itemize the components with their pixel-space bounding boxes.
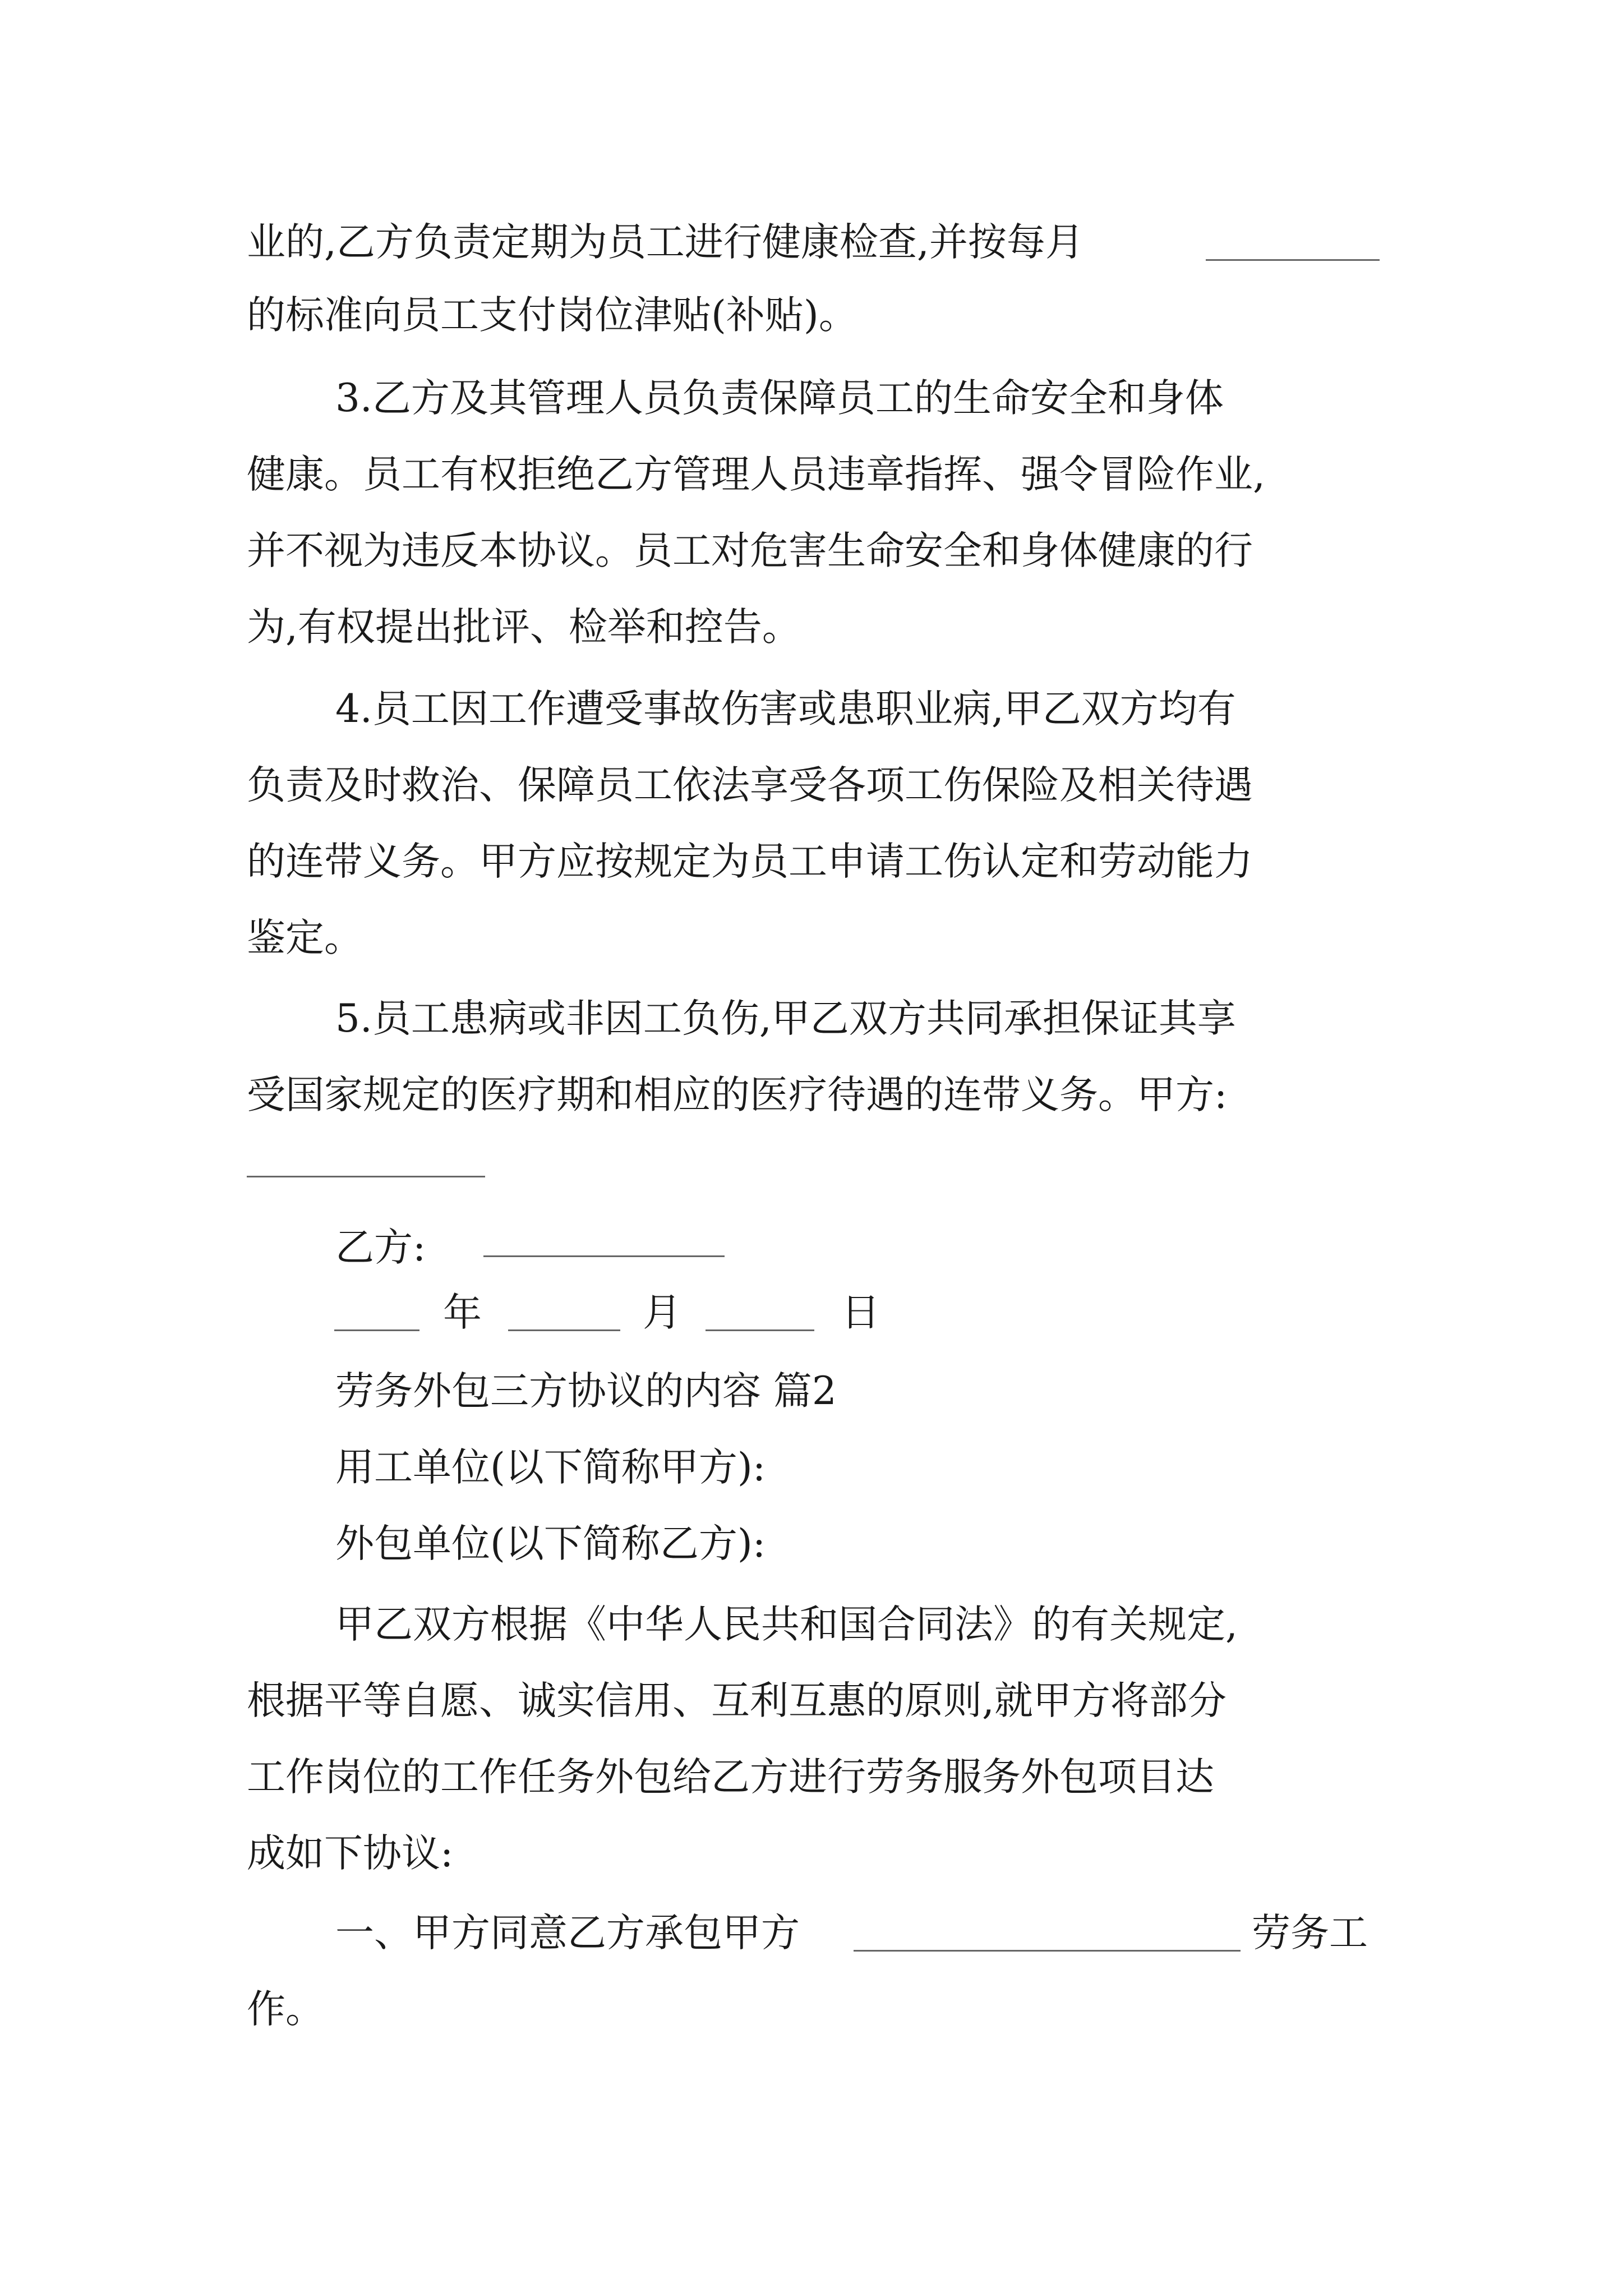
blank-field <box>854 1950 1241 1952</box>
text-line <box>335 1905 800 1961</box>
section-title: 劳务外包三方协议的内容 篇2 <box>335 1369 837 1414</box>
text-line: 作。 <box>247 1987 324 2032</box>
text-line: 劳务工 <box>1252 1911 1368 1955</box>
text-line: 鉴定。 <box>247 915 363 960</box>
blank-field <box>1206 259 1380 261</box>
text-line: 并不视为违反本协议。员工对危害生命安全和身体健康的行 <box>247 528 1253 573</box>
text-line: 用工单位(以下简称甲方): <box>335 1445 766 1490</box>
party-b-line <box>335 1220 426 1276</box>
line-text: 一、甲方同意乙方承包甲方 <box>335 1911 800 1955</box>
year-blank <box>334 1329 419 1331</box>
text-line: 健康。员工有权拒绝乙方管理人员违章指挥、强令冒险作业, <box>247 452 1265 497</box>
party-b-label: 乙方: <box>335 1225 426 1270</box>
text-line: 外包单位(以下简称乙方): <box>335 1521 766 1566</box>
month-blank <box>508 1329 620 1331</box>
text-line <box>247 214 1084 270</box>
day-label: 日 <box>841 1290 880 1335</box>
text-line: 工作岗位的工作任务外包给乙方进行劳务服务外包项目达 <box>247 1755 1214 1800</box>
text-line: 的标准向员工支付岗位津贴(补贴)。 <box>247 293 857 338</box>
text-line: 根据平等自愿、诚实信用、互利互惠的原则,就甲方将部分 <box>247 1678 1227 1723</box>
text-line: 3.乙方及其管理人员负责保障员工的生命安全和身体 <box>335 376 1224 421</box>
signature-blank-party-b <box>483 1255 725 1257</box>
month-label: 月 <box>643 1290 681 1335</box>
text-line: 的连带义务。甲方应按规定为员工申请工伤认定和劳动能力 <box>247 839 1253 884</box>
signature-blank-party-a <box>247 1176 485 1177</box>
line-text: 业的,乙方负责定期为员工进行健康检查,并按每月 <box>247 220 1084 265</box>
text-line: 成如下协议: <box>247 1831 454 1876</box>
year-label: 年 <box>443 1290 482 1335</box>
text-line: 为,有权提出批评、检举和控告。 <box>247 605 801 650</box>
text-line: 5.员工患病或非因工负伤,甲乙双方共同承担保证其享 <box>335 996 1236 1041</box>
text-line: 甲乙双方根据《中华人民共和国合同法》的有关规定, <box>335 1602 1238 1647</box>
text-line: 4.员工因工作遭受事故伤害或患职业病,甲乙双方均有 <box>335 687 1236 731</box>
day-blank <box>706 1329 814 1331</box>
text-line: 受国家规定的医疗期和相应的医疗待遇的连带义务。甲方: <box>247 1073 1228 1117</box>
text-line: 负责及时救治、保障员工依法享受各项工伤保险及相关待遇 <box>247 763 1253 808</box>
